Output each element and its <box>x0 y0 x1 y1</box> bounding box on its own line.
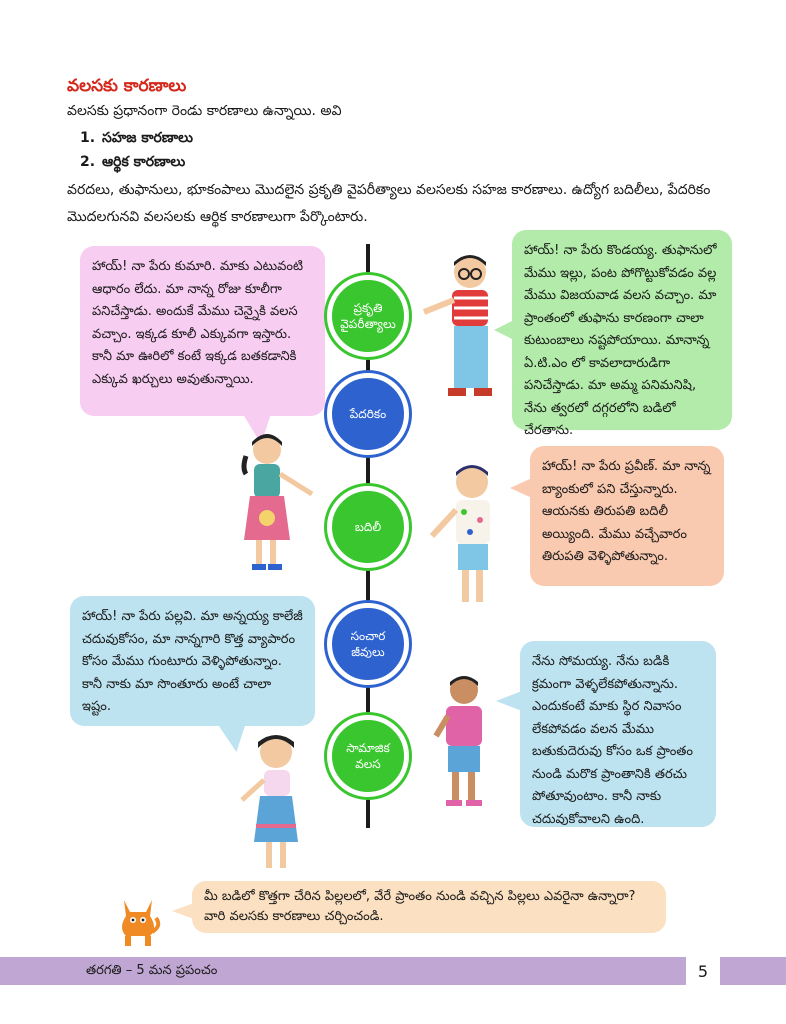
speech-bubble-pallavi: హాయ్! నా పేరు పల్లవి. మా అన్నయ్య కాలేజీ చదువుకోసం, మా నాన్నగారి కొత్త వ్యాపారం కోసం మేము గుంటూరు వెళ్ళిపోతున్నాం. కానీ నాకు మా సొంతూరు అంటే చాలా ఇష్టం. <box>70 596 315 726</box>
speech-bubble-kumari: హాయ్! నా పేరు కుమారి. మాకు ఎటువంటి ఆధారం లేదు. మా నాన్న రోజు కూలీగా పనిచేస్తాడు. అందుకే మేము చెన్నైకి వలస వచ్చాం. ఇక్కడ కూలీ ఎక్కువగా ఇస్తారు. కానీ మా ఊరిలో కంటే ఇక్కడ బతకడానికి ఎక్కువ ఖర్చులు అవుతున్నాయి. <box>80 246 325 416</box>
timeline-node: సంచార జీవులు <box>327 603 409 685</box>
cat-mascot-illustration <box>114 892 162 948</box>
footer-title: తరగతి – 5 మన ప్రపంచం <box>86 963 218 978</box>
speech-bubble-praveen: హాయ్! నా పేరు ప్రవీణ్. మా నాన్న బ్యాంకులో పని చేస్తున్నారు. ఆయనకు తిరుపతి బదిలీ అయ్యింది. మేము వచ్చేవారం తిరుపతి వెళ్ళిపోతున్నాం. <box>530 446 724 586</box>
body-paragraph: వరదలు, తుఫానులు, భూకంపాలు మొదలైన ప్రకృతి వైపరీత్యాలు వలసలకు సహజ కారణాలు. ఉద్యోగ బదిలీలు, పేదరికం మొదలగునవి వలసలకు ఆర్థిక కారణాలుగా పేర్కొంటారు. <box>67 182 711 225</box>
speech-bubble-kondayya: హాయ్! నా పేరు కొండయ్య. తుఫానులో మేము ఇల్లు, పంట పోగొట్టుకోవడం వల్ల మేము విజయవాడ వలస వచ్చాం. మా ప్రాంతంలో తుఫాను కారణంగా చాలా కుటుంబాలు నష్టపోయాయి. మానాన్న ఏ.టి.ఎం లో కావలాదారుడిగా పనిచేస్తాడు. మా అమ్మ పనిమనిషి, నేను త్వరలో దగ్గరలోని బడిలో చేరతాను. <box>512 230 732 430</box>
boy-praveen-illustration <box>428 460 512 610</box>
girl-pallavi-illustration <box>236 730 316 875</box>
page-number: 5 <box>686 957 720 985</box>
timeline-node: ప్రకృతి వైపరీత్యాలు <box>327 275 409 357</box>
speech-bubble-somayya: నేను సోమయ్య. నేను బడికి క్రమంగా వెళ్ళలేకపోతున్నాను. ఎందుకంటే మాకు స్థిర నివాసం లేకపోవడం వలన మేము బతుకుదెరువు కోసం ఒక ప్రాంతం నుండి మరొక ప్రాంతానికి తరచు పోతూవుంటాం. కానీ నాకు చదువుకోవాలని ఉంది. <box>520 641 716 827</box>
intro-text: వలసకు ప్రధానంగా రెండు కారణాలు ఉన్నాయి. అవి <box>67 103 342 119</box>
discussion-bubble: మీ బడిలో కొత్తగా చేరిన పిల్లలలో, వేరే ప్రాంతం నుండి వచ్చిన పిల్లలు ఎవరైనా ఉన్నారా? వారి వలసకు కారణాలు చర్చించండి. <box>192 881 666 933</box>
boy-kondayya-illustration <box>418 250 510 410</box>
section-heading: వలసకు కారణాలు <box>67 76 187 96</box>
boy-somayya-illustration <box>428 672 498 812</box>
timeline-node: బదిలీ <box>327 486 409 568</box>
timeline-node: సామాజిక వలస <box>327 715 409 797</box>
girl-kumari-illustration <box>232 428 322 578</box>
cause-item: 2. ఆర్థిక కారణాలు <box>80 154 186 170</box>
cause-item: 1. సహజ కారణాలు <box>80 130 193 146</box>
timeline-node: పేదరికం <box>327 373 409 455</box>
